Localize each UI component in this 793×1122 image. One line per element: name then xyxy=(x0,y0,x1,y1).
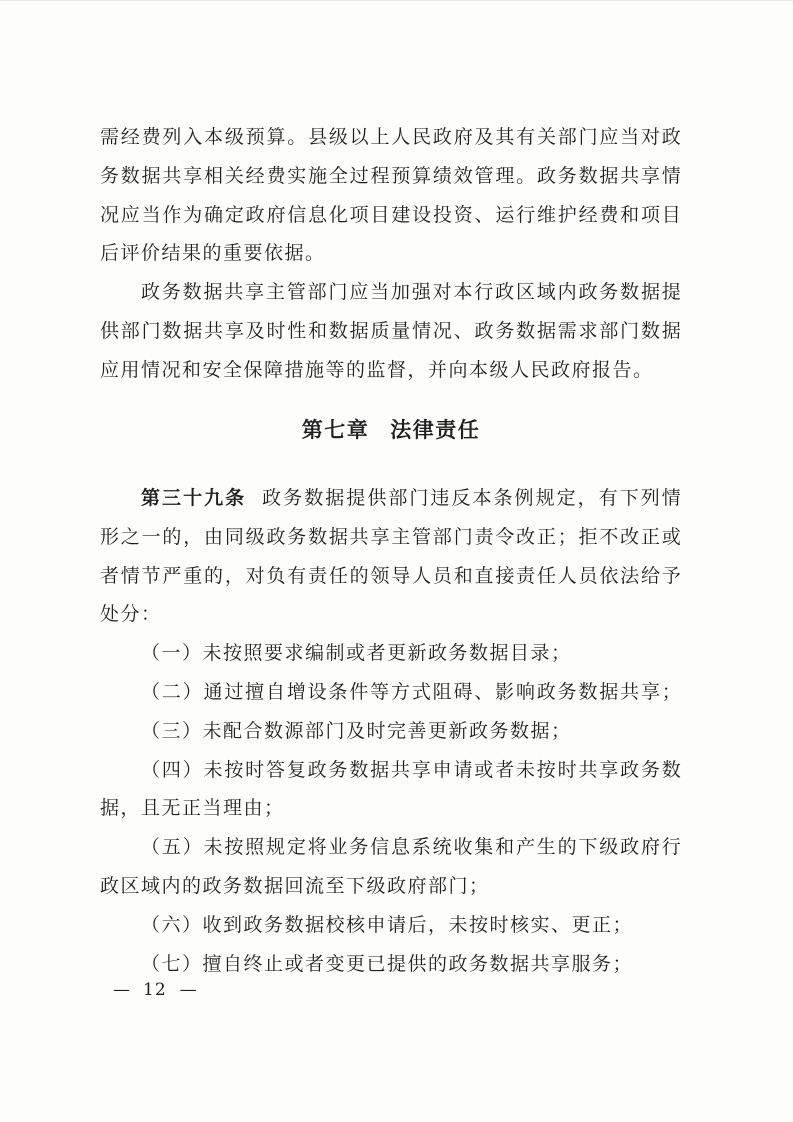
text-line: 形之一的，由同级政务数据共享主管部门责令改正；拒不改正或 xyxy=(100,525,682,548)
text-line: 处分： xyxy=(100,603,162,626)
article-number: 第三十九条 xyxy=(141,487,247,509)
chapter-heading xyxy=(100,410,682,450)
page-footer xyxy=(113,978,197,1002)
text-line: 者情节严重的，对负有责任的领导人员和直接责任人员依法给予 xyxy=(100,564,682,587)
text-line: 需经费列入本级预算。县级以上人民政府及其有关部门应当对政 xyxy=(100,126,682,148)
text-line: 应用情况和安全保障措施等的监督，并向本级人民政府报告。 xyxy=(100,358,654,381)
text-line: （三）未配合数源部门及时完善更新政务数据； xyxy=(141,719,572,742)
text-line: （一）未按照要求编制或者更新政务数据目录； xyxy=(141,642,572,665)
body-text-block-articles xyxy=(100,479,682,983)
text-line: 据，且无正当理由； xyxy=(100,797,285,820)
text-line: （五）未按照规定将业务信息系统收集和产生的下级政府行 xyxy=(141,836,682,859)
text-line: 后评价结果的重要依据。 xyxy=(100,242,326,265)
chapter-title: 法律责任 xyxy=(390,418,481,442)
text-line: 供部门数据共享及时性和数据质量情况、政务数据需求部门数据 xyxy=(100,319,682,342)
article-text: 政务数据提供部门违反本条例规定，有下列情 xyxy=(262,487,682,509)
footer-dash-right: — xyxy=(179,980,197,1000)
text-line: （二）通过擅自增设条件等方式阻碍、影响政务数据共享； xyxy=(141,680,682,703)
text-line: 务数据共享相关经费实施全过程预算绩效管理。政务数据共享情 xyxy=(100,164,682,187)
text-line xyxy=(100,479,682,518)
chapter-number: 第七章 xyxy=(301,418,370,442)
text-line: 况应当作为确定政府信息化项目建设投资、运行维护经费和项目 xyxy=(100,203,682,226)
text-line: （六）收到政务数据校核申请后，未按时核实、更正； xyxy=(141,913,634,936)
body-text-block-top xyxy=(100,118,682,390)
page-number: 12 xyxy=(143,980,167,1000)
text-line: 政务数据共享主管部门应当加强对本行政区域内政务数据提 xyxy=(141,281,682,304)
text-line: 政区域内的政务数据回流至下级政府部门； xyxy=(100,874,490,897)
text-line: （四）未按时答复政务数据共享申请或者未按时共享政务数 xyxy=(141,758,682,781)
text-line: （七）擅自终止或者变更已提供的政务数据共享服务； xyxy=(141,952,634,975)
footer-dash-left: — xyxy=(113,980,130,1000)
